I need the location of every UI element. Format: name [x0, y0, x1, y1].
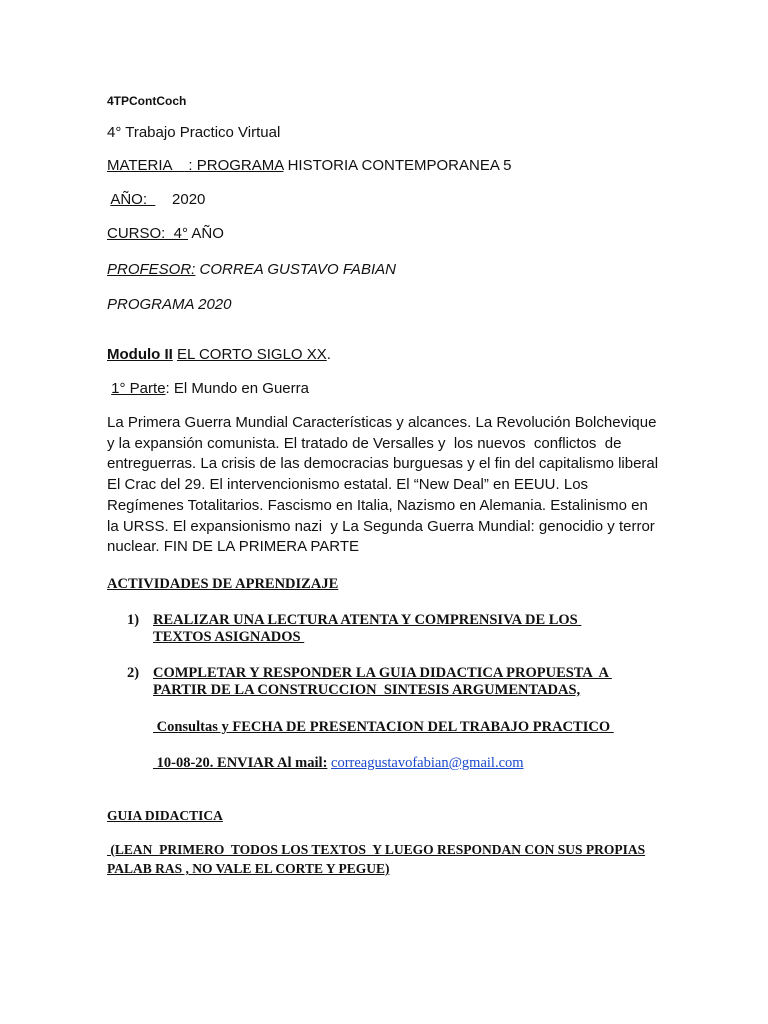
document-title: 4° Trabajo Practico Virtual — [107, 124, 281, 141]
paragraph-line: la URSS. El expansionismo nazi y La Segunda Guerra Mundial: genocidio y terror — [107, 517, 655, 535]
paragraph-line: nuclear. FIN DE LA PRIMERA PARTE — [107, 538, 360, 556]
programa-line: PROGRAMA 2020 — [107, 296, 232, 313]
parte-title: : El Mundo en Guerra — [165, 380, 309, 397]
materia-line — [107, 157, 512, 174]
paragraph-line: entreguerras. La crisis de las democracias burguesas y el fin del capitalismo liberal — [107, 455, 659, 473]
activity-text-line: REALIZAR UNA LECTURA ATENTA Y COMPRENSIVA DE LOS — [153, 612, 582, 628]
activity-number: 1) — [127, 612, 140, 628]
profesor-label: PROFESOR: — [107, 261, 196, 278]
email-link[interactable]: correagustavofabian@gmail.com — [331, 755, 524, 771]
anio-label: AÑO: — [110, 191, 156, 208]
activities-heading: ACTIVIDADES DE APRENDIZAJE — [107, 576, 339, 592]
materia-separator: : PROGRAMA — [184, 157, 284, 174]
parte-line — [107, 380, 309, 397]
activity-text-line: PARTIR DE LA CONSTRUCCION SINTESIS ARGUMENTADAS, — [153, 682, 581, 698]
curso-value: AÑO — [188, 225, 224, 242]
guia-heading: GUIA DIDACTICA — [107, 808, 223, 823]
document-code: 4TPContCoch — [107, 94, 187, 108]
paragraph-line: La Primera Guerra Mundial Características y alcances. La Revolución Bolchevique — [107, 414, 657, 431]
modulo-end: . — [326, 346, 331, 363]
materia-label: MATERIA — [107, 157, 185, 174]
anio-line — [107, 191, 205, 208]
paragraph-line: El Crac del 29. El intervencionismo estatal. El “New Deal” en EEUU. Los — [107, 476, 589, 494]
parte-label: 1° Parte — [111, 380, 166, 397]
guia-instruction-line: PALAB RAS , NO VALE EL CORTE Y PEGUE) — [107, 861, 390, 876]
profesor-line — [107, 261, 396, 278]
modulo-line — [107, 346, 331, 363]
materia-value: HISTORIA CONTEMPORANEA 5 — [283, 157, 512, 174]
enviar-line — [153, 755, 524, 772]
anio-value: 2020 — [155, 191, 206, 208]
body-paragraph — [107, 413, 667, 558]
curso-line — [107, 225, 224, 242]
modulo-title: EL CORTO SIGLO XX — [177, 346, 327, 363]
paragraph-line: y la expansión comunista. El tratado de Versalles y los nuevos conflictos de — [107, 434, 622, 452]
curso-label: CURSO: 4° — [107, 225, 189, 242]
profesor-value: CORREA GUSTAVO FABIAN — [195, 261, 396, 278]
guia-instruction-line: (LEAN PRIMERO TODOS LOS TEXTOS Y LUEGO RESPONDAN CON SUS PROPIAS — [107, 842, 646, 857]
enviar-label: 10-08-20. ENVIAR Al mail: — [153, 755, 328, 771]
guia-instructions — [107, 840, 645, 878]
activity-text-line: COMPLETAR Y RESPONDER LA GUIA DIDACTICA PROPUESTA A — [153, 665, 612, 681]
activity-text-line: TEXTOS ASIGNADOS — [153, 629, 305, 645]
paragraph-line: Regímenes Totalitarios. Fascismo en Italia, Nazismo en Alemania. Estalinismo en — [107, 496, 648, 514]
consultas-line: Consultas y FECHA DE PRESENTACION DEL TRABAJO PRACTICO — [153, 719, 614, 735]
activity-number: 2) — [127, 665, 140, 681]
modulo-label: Modulo II — [107, 346, 173, 363]
